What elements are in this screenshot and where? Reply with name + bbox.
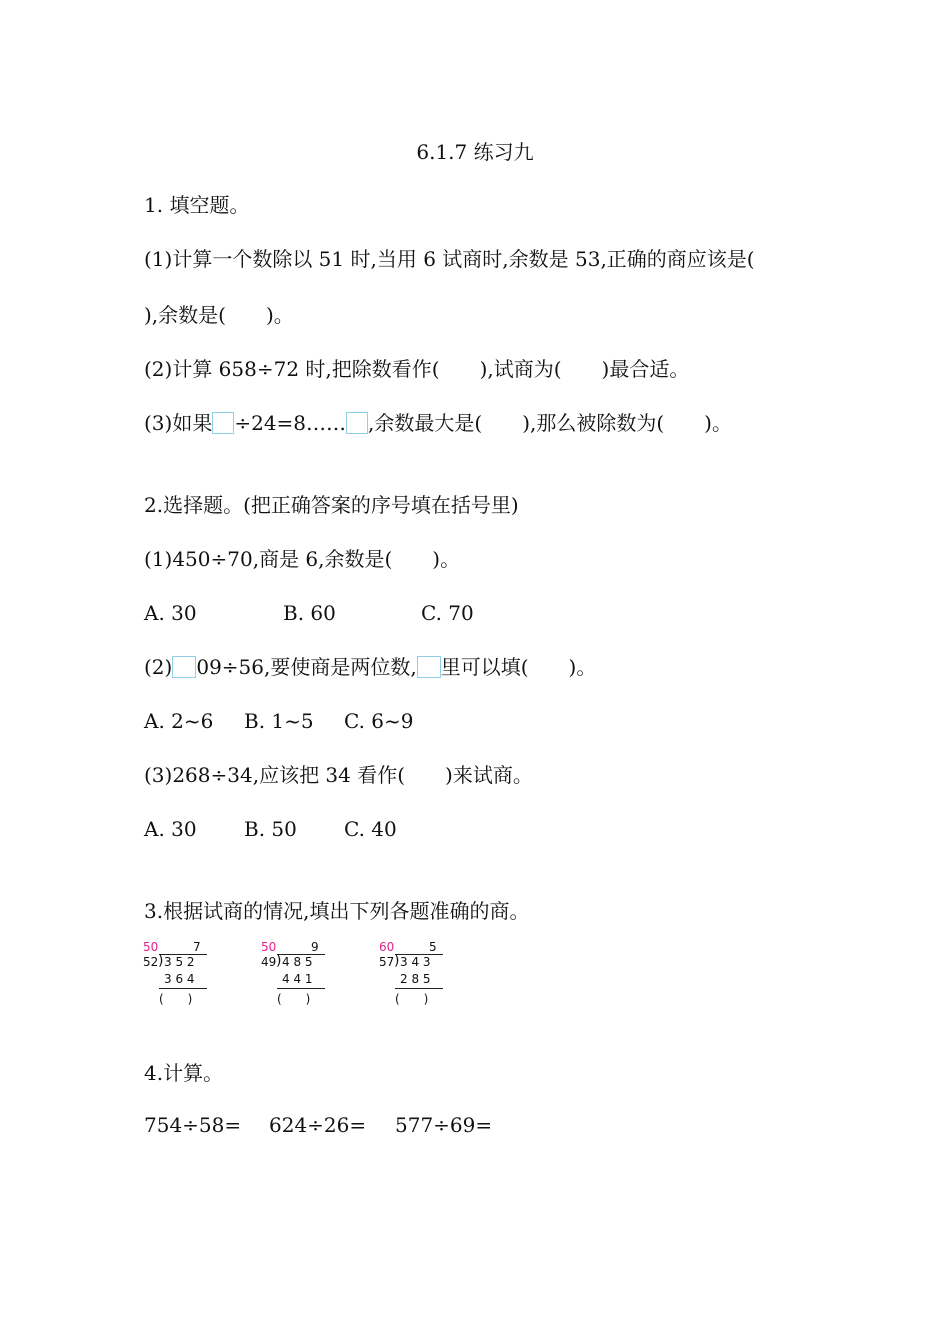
calc-problem: 754÷58= [144,1113,242,1137]
divisor: 52 [143,955,159,969]
q2-item-2-suffix: 里可以填( )。 [440,655,597,679]
answer-blank: ( ) [159,992,193,1006]
q1-item-1-line-1: (1)计算一个数除以 51 时,当用 6 试商时,余数是 53,正确的商应该是( [144,247,755,271]
answer-blank: ( ) [395,992,429,1006]
q1-item-3-suffix: ,余数最大是( ),那么被除数为( )。 [368,411,732,435]
divisor: 49 [261,955,277,969]
long-division-3 [379,940,469,1006]
calc-problem: 624÷26= [269,1113,367,1137]
q2-item-2-prefix: (2) [144,655,173,679]
quotient-digit: 9 [311,940,319,954]
product: 3 6 4 [164,972,195,986]
q2-item-2-middle: 09÷56,要使商是两位数, [196,655,417,679]
blank-box [212,412,234,434]
calc-problem: 577÷69= [395,1113,493,1137]
blank-box [172,656,196,678]
division-bracket: ) [158,953,164,969]
blank-box [346,412,368,434]
q1-item-2: (2)计算 658÷72 时,把除数看作( ),试商为( )最合适。 [144,357,690,381]
product: 2 8 5 [400,972,431,986]
q1-item-3-middle: ÷24=8…… [234,411,347,435]
q1-heading: 1. 填空题。 [144,193,250,217]
q2-item-3-options [144,816,397,842]
q1-item-3 [144,410,732,436]
option-a: A. 30 [144,817,197,841]
q1-item-1-line-2: ),余数是( )。 [144,303,294,327]
option-b: B. 50 [244,817,297,841]
option-b: B. 60 [283,601,336,625]
option-a: A. 30 [144,601,197,625]
q1-item-3-prefix: (3)如果 [144,411,213,435]
divisor: 57 [379,955,395,969]
q2-item-2-options [144,708,414,734]
trial-quotient: 50 [143,940,159,954]
product: 4 4 1 [282,972,313,986]
q2-item-1: (1)450÷70,商是 6,余数是( )。 [144,547,461,571]
trial-quotient: 60 [379,940,395,954]
q2-heading: 2.选择题。(把正确答案的序号填在括号里) [144,493,519,517]
q2-item-1-options [144,600,474,626]
q4-heading: 4.计算。 [144,1061,224,1085]
answer-blank: ( ) [277,992,311,1006]
subtraction-line [395,988,443,989]
division-bracket: ) [394,953,400,969]
page-title: 6.1.7 练习九 [416,140,534,164]
trial-quotient: 50 [261,940,277,954]
q4-problems [144,1112,492,1138]
option-a: A. 2~6 [144,709,214,733]
dividend: 3 4 3 [400,955,431,969]
q3-heading: 3.根据试商的情况,填出下列各题准确的商。 [144,899,530,923]
long-division-1 [143,940,233,1006]
blank-box [417,656,441,678]
dividend: 3 5 2 [164,955,195,969]
option-b: B. 1~5 [244,709,314,733]
option-c: C. 70 [421,601,474,625]
quotient-digit: 5 [429,940,437,954]
q2-item-3: (3)268÷34,应该把 34 看作( )来试商。 [144,763,533,787]
quotient-digit: 7 [193,940,201,954]
option-c: C. 40 [344,817,397,841]
q2-item-2 [144,654,596,680]
dividend: 4 8 5 [282,955,313,969]
division-bracket: ) [276,953,282,969]
subtraction-line [277,988,325,989]
long-division-2 [261,940,351,1006]
option-c: C. 6~9 [344,709,414,733]
subtraction-line [159,988,207,989]
